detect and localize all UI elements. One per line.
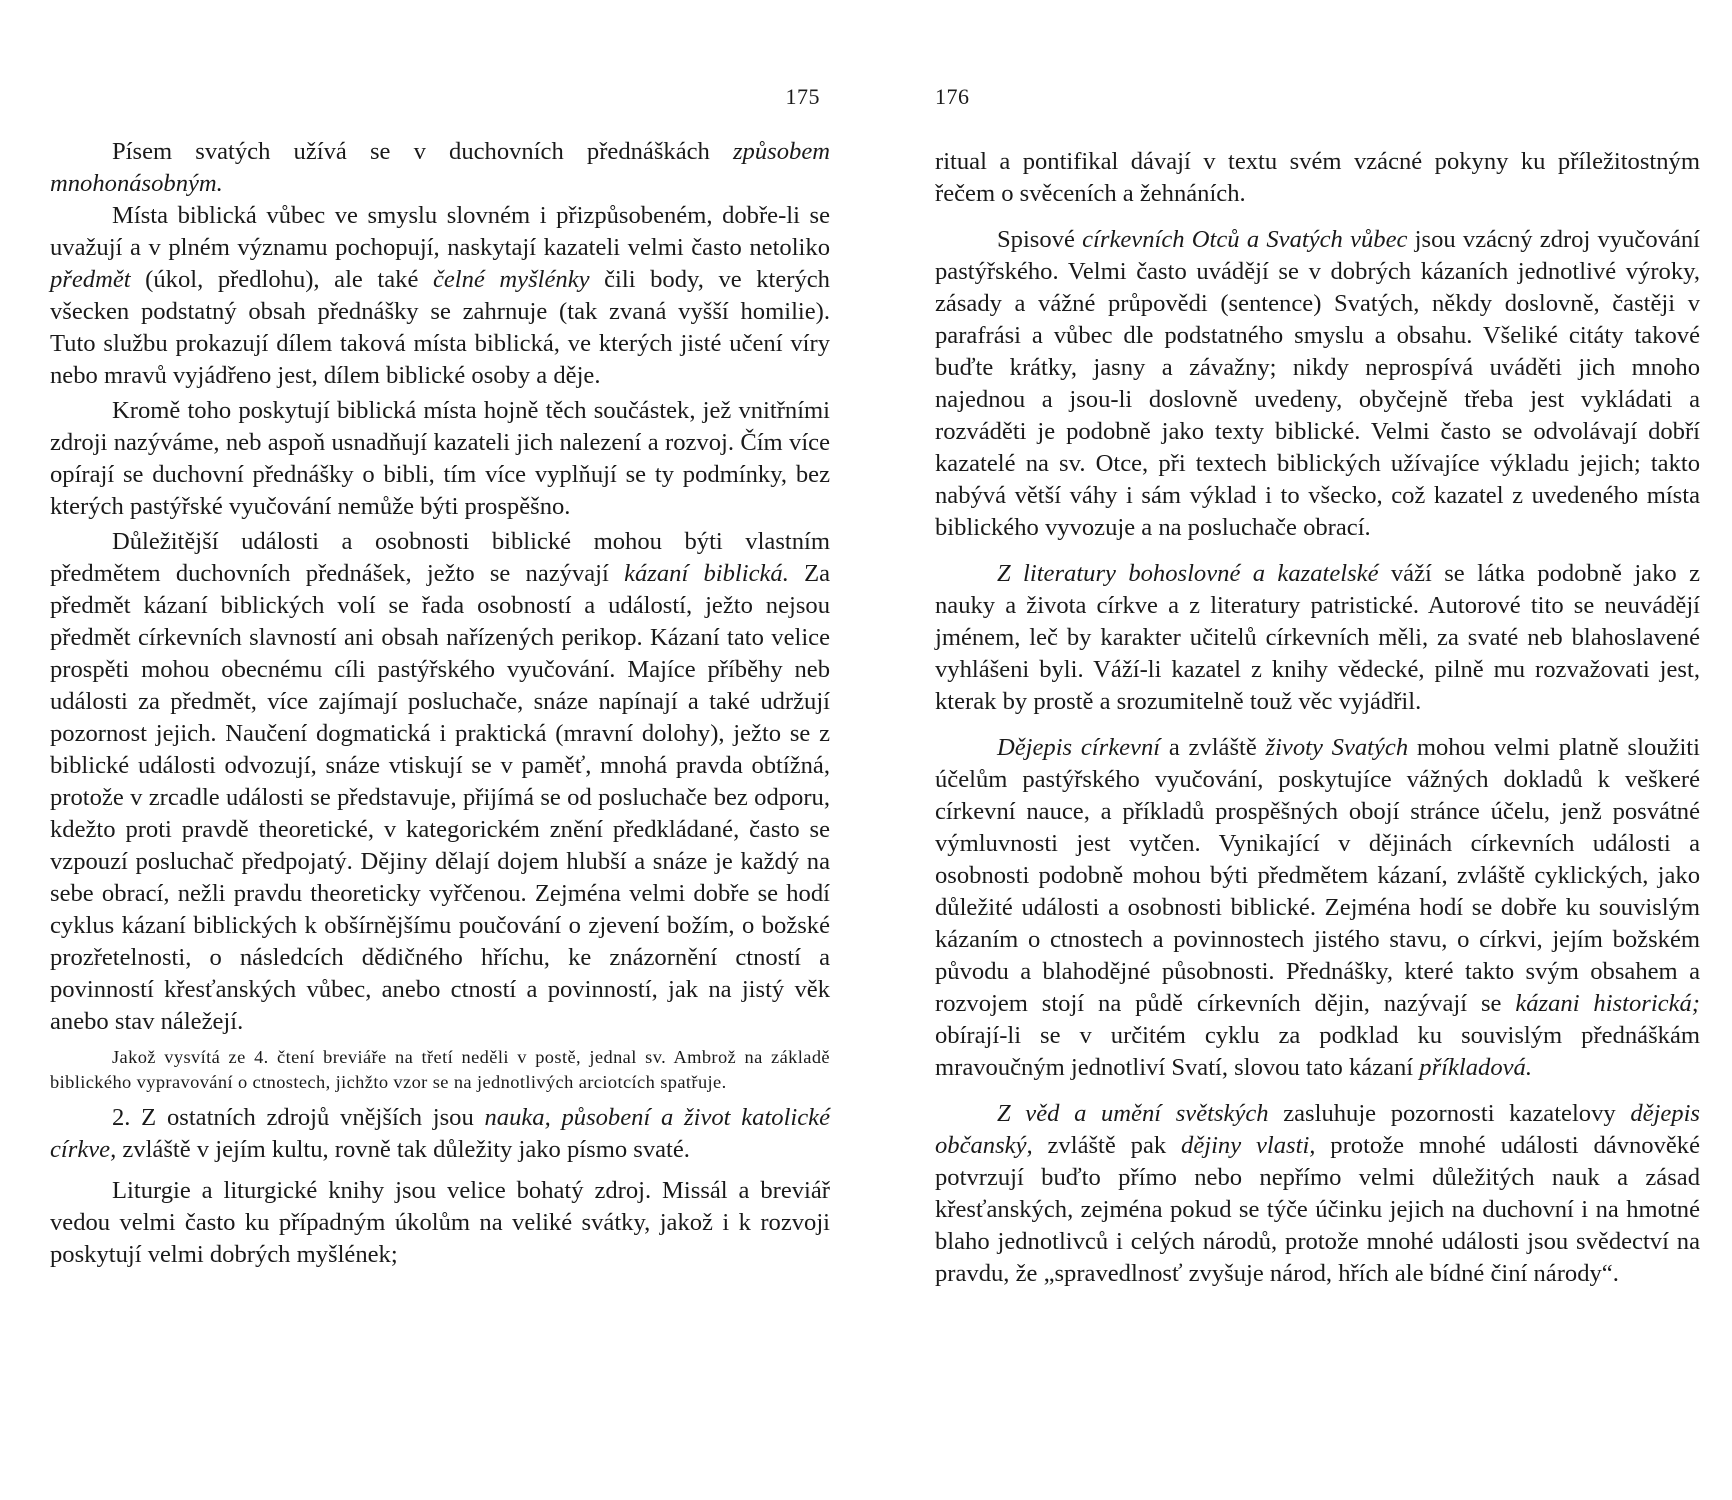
paragraph: ritual a pontifikal dávají v textu svém vzácné pokyny ku příležitostným řečem o svěceních a žehnáních. (935, 148, 1700, 207)
paragraph (50, 200, 830, 392)
left-page (50, 0, 830, 1500)
emphasis: příkladová. (1419, 1054, 1532, 1081)
paragraph (50, 1102, 830, 1166)
page-body (50, 136, 830, 1271)
emphasis: Dějepis církevní (997, 734, 1161, 761)
text-run: zvláště pak (1032, 1132, 1182, 1159)
paragraph (935, 732, 1700, 1084)
text-run: čili body, ve kterých všecken podstatný obsah přednášky se zahrnuje (tak zvaná vyšší homilie). Tuto službu prokazují dílem taková místa biblická, ve kterých jisté učení víry nebo mravů vyjádřeno jest, dílem biblické osoby a děje. (50, 266, 830, 389)
emphasis: dějepis občanský, (935, 1100, 1700, 1159)
text-run: zvláště v jejím kultu, rovně tak důležity jako písmo svaté. (116, 1136, 690, 1163)
paragraph (935, 558, 1700, 718)
text-run: váží se látka podobně jako z nauky a života církve a z literatury patristické. Autorové tito se neuvádějí jménem, leč by karakter učitelů církevních měli, za svaté neb blahoslavené vyhlášeni byli. Váží-li kazatel z knihy vědecké, pilně mu rozvažovati jest, kterak by prostě a srozumitelně touž věc vyjádřil. (935, 560, 1700, 715)
emphasis: církevních Otců a Svatých vůbec (1082, 226, 1408, 253)
text-run: a zvláště (1160, 734, 1266, 761)
page-body (935, 146, 1700, 1290)
text-run: Spisové (997, 226, 1083, 253)
text-run: Důležitější události a osobnosti biblické mohou býti vlastním předmětem duchovních přednášek, ježto se nazývají (50, 528, 830, 587)
emphasis: dějiny vlasti, (1181, 1132, 1316, 1159)
paragraph (50, 526, 830, 1038)
right-page (935, 0, 1700, 1500)
text-run: protože mnohé události dávnověké potvrzují buďto přímo nebo nepřímo velmi důležitých nauk a zásad křesťanských, zejména pokud se týče účinku jejich na duchovní i na hmotné blaho jednotlivců i celých národů, protože mnohé události jsou svědectví na pravdu, že „spravedlnosť zvyšuje národ, hřích ale bídné činí národy“. (935, 1132, 1700, 1287)
emphasis: kázani historická; (1515, 990, 1700, 1017)
page-number: 176 (935, 84, 970, 109)
text-run: jsou vzácný zdroj vyučování pastýřského. Velmi často uvádějí se v dobrých kázaních jednotlivé výroky, zásady a vážné průpovědi (sentence) Svatých, někdy doslovně, častěji v parafrási a vůbec dle podstatného smyslu a obsahu. Všeliké citáty takové buďte krátky, jasny a závažny; nikdy neprospívá uváděti jich mnoho najednou a jsou-li doslovně uvedeny, obyčejně třeba jest vykládati a rozváděti je podobně jako texty biblické. Velmi často se odvolávají dobří kazatelé na sv. Otce, při textech biblických užívajíce výkladu jejich; takto nabývá větší váhy i sám výklad i to všecko, což kazatel z uvedeného místa biblického vyvozuje a na posluchače obrací. (935, 226, 1700, 541)
emphasis: Z literatury bohoslovné a kazatelské (997, 560, 1379, 587)
paragraph (50, 136, 830, 200)
paragraph: Kromě toho poskytují biblická místa hojně těch součástek, jež vnitřními zdroji nazýváme, neb aspoň usnadňují kazateli jich nalezení a rozvoj. Čím více opírají se duchovní přednášky o bibli, tím více vyplňují se ty podmínky, bez kterých pastýřské vyučování nemůže býti prospěšno. (50, 397, 830, 520)
emphasis: životy Svatých (1265, 734, 1409, 761)
text-run: Místa biblická vůbec ve smyslu slovném i přizpůsobeném, dobře-li se uvažují a v plném významu pochopují, naskytají kazateli velmi často netoliko (50, 202, 830, 261)
text-run: mohou velmi platně sloužiti účelům pastýřského vyučování, poskytujíce vážných dokladů k veškeré církevní nauce, a příkladů prospěšných obojí stránce účelu, jenž posvátné výmluvnosti jest vytčen. Vynikající v dějinách církevních události a osobnosti podobně mohou býti předmětem kázaní, zvláště cyklických, jako důležité události a osobnosti biblické. Zejména hodí se dobře ku souvislým kázaním o ctnostech a povinnostech jistého stavu, o církvi, jejím božském původu a blahodějné působnosti. Přednášky, které takto svým obsahem a rozvojem stojí na půdě církevních dějin, nazývají se (935, 734, 1700, 1017)
text-run: 2. Z ostatních zdrojů vnějších jsou (112, 1104, 485, 1131)
page-number: 175 (785, 84, 820, 109)
text-run: (úkol, předlohu), ale také (130, 266, 433, 293)
paragraph: Liturgie a liturgické knihy jsou velice bohatý zdroj. Missál a breviář vedou velmi často ku případným úkolům na veliké svátky, jakož i k rozvoji poskytují velmi dobrých myšlének; (50, 1177, 830, 1268)
emphasis: čelné myšlénky (432, 266, 590, 293)
emphasis: Z věd a umění světských (997, 1100, 1269, 1127)
text-run: obírají-li se v určitém cyklu za podklad ku souvislým přednáškám mravoučným jednotliví Svatí, slovou tato kázaní (935, 1022, 1700, 1081)
paragraph (935, 1098, 1700, 1290)
emphasis: nauka, působení a život katolické církve, (50, 1104, 830, 1163)
emphasis: způsobem mnohonásobným. (50, 138, 830, 197)
paragraph (935, 224, 1700, 544)
emphasis: kázaní biblická. (624, 560, 789, 587)
emphasis: předmět (50, 266, 131, 293)
footnote: Jakož vysvítá ze 4. čtení breviáře na třetí neděli v postě, jednal sv. Ambrož na základě biblického vypravování o ctnostech, jichžto vzor se na jednotlivých arciotcích spatřuje. (50, 1047, 830, 1092)
text-run: Písem svatých užívá se v duchovních přednáškách (112, 138, 733, 165)
text-run: Za předmět kázaní biblických volí se řada osobností a událostí, ježto nejsou předmět církevních slavností ani obsah nařízených perikop. Kázaní tato velice prospěti mohou obecnému cíli pastýřského vyučování. Majíce příběhy neb události za předmět, více zajímají posluchače, snáze napínají a také udržují pozornost jejich. Naučení dogmatická i praktická (mravní dolohy), ježto se z biblické události odvozují, snáze vtiskují se v paměť, mnohá pravda obtížná, protože v zrcadle události se představuje, přijímá se od posluchače bez odporu, kdežto proti pravdě theoretické, v kategorickém znění předkládané, často se vzpouzí posluchač předpojatý. Dějiny dělají dojem hlubší a snáze je každý na sebe obrací, nežli pravdu theoreticky vyřčenou. Zejména velmi dobře se hodí cyklus kázaní biblických k obšírnějšímu poučování o zjevení božím, o božské prozřetelnosti, o následcích dědičného hříchu, ke znázornění ctností a povinností křesťanských vůbec, anebo ctností a povinností, jak na jistý věk anebo stav náležejí. (50, 560, 831, 1035)
text-run: zasluhuje pozornosti kazatelovy (1268, 1100, 1631, 1127)
